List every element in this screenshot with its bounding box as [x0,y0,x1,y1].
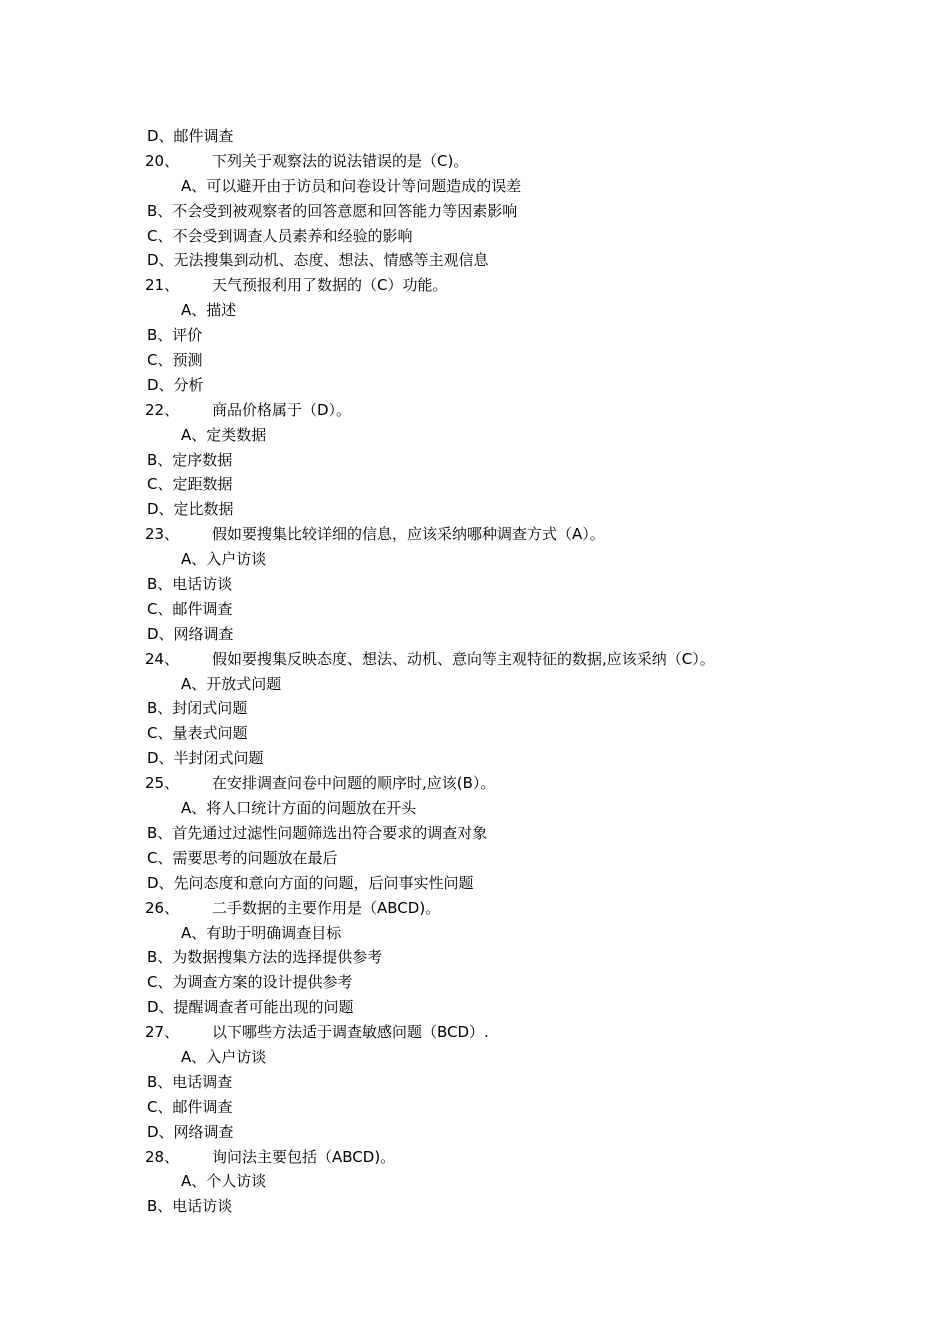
option-line [0,124,950,149]
question-number: 25、 [145,774,180,793]
option-text: D、网络调查 [147,1122,234,1141]
option-text: D、邮件调查 [147,127,234,145]
option-text: C、邮件调查 [147,1097,233,1116]
question-number: 28、 [145,1147,180,1166]
option-text: C、预测 [147,351,203,370]
option-text: A、描述 [181,301,237,320]
question-number: 21、 [145,276,180,295]
question-text: 下列关于观察法的说法错误的是（C)。 [212,151,469,170]
option-line [0,970,950,995]
question-number: 20、 [145,151,180,170]
option-text: A、定类数据 [181,425,267,444]
option-text: B、电话调查 [147,1072,233,1091]
option-text: B、定序数据 [147,450,233,469]
option-line [0,472,950,497]
option-line [0,1120,950,1145]
option-text: C、定距数据 [147,475,233,494]
option-text: C、为调查方案的设计提供参考 [147,973,353,992]
option-line [0,796,950,821]
option-text: A、有助于明确调查目标 [181,923,342,942]
option-line [0,921,950,946]
option-line [0,199,950,224]
question-text: 商品价格属于（D）。 [212,400,352,419]
option-text: D、半封闭式问题 [147,749,264,768]
document-body [0,124,950,1219]
option-text: D、先问态度和意向方面的问题，后问事实性问题 [147,873,474,892]
option-text: A、开放式问题 [181,674,282,693]
question-line [0,522,950,547]
question-text: 假如要搜集反映态度、想法、动机、意向等主观特征的数据,应该采纳（C）。 [212,649,715,668]
question-text: 在安排调查问卷中问题的顺序时,应该(B）。 [212,774,496,793]
option-text: B、不会受到被观察者的回答意愿和回答能力等因素影响 [147,201,518,220]
question-text: 天气预报利用了数据的（C）功能。 [212,276,448,295]
question-number: 24、 [145,649,180,668]
option-text: B、首先通过过滤性问题筛选出符合要求的调查对象 [147,823,488,842]
option-text: D、提醒调查者可能出现的问题 [147,998,354,1017]
question-number: 22、 [145,400,180,419]
option-text: A、入户访谈 [181,550,267,569]
option-line [0,622,950,647]
option-line [0,1070,950,1095]
option-line [0,497,950,522]
question-line [0,1145,950,1170]
question-text: 以下哪些方法适于调查敏感问题（BCD）. [212,1023,489,1042]
option-line [0,423,950,448]
question-line [0,771,950,796]
question-line [0,647,950,672]
option-line [0,373,950,398]
option-line [0,1169,950,1194]
option-line [0,871,950,896]
option-line [0,696,950,721]
option-line [0,1045,950,1070]
option-line [0,572,950,597]
option-text: D、网络调查 [147,624,234,643]
option-text: D、分析 [147,375,204,394]
option-text: B、封闭式问题 [147,699,248,718]
question-text: 二手数据的主要作用是（ABCD)。 [212,898,441,917]
option-line [0,323,950,348]
question-line [0,149,950,174]
option-line [0,547,950,572]
option-line [0,348,950,373]
option-line [0,945,950,970]
option-line [0,298,950,323]
option-text: B、为数据搜集方法的选择提供参考 [147,948,383,967]
question-line [0,398,950,423]
option-line [0,821,950,846]
question-text: 询问法主要包括（ABCD)。 [212,1147,396,1166]
question-line [0,273,950,298]
option-line [0,1194,950,1219]
option-text: C、需要思考的问题放在最后 [147,848,338,867]
option-text: C、邮件调查 [147,599,233,618]
option-text: A、个人访谈 [181,1172,267,1191]
option-text: B、评价 [147,326,203,345]
option-line [0,746,950,771]
option-text: C、量表式问题 [147,724,248,743]
option-line [0,174,950,199]
option-text: D、定比数据 [147,500,234,519]
question-text: 假如要搜集比较详细的信息，应该采纳哪种调查方式（A）。 [212,525,605,544]
option-line [0,224,950,249]
option-text: C、不会受到调查人员素养和经验的影响 [147,226,413,245]
question-number: 27、 [145,1023,180,1042]
option-line [0,846,950,871]
question-number: 23、 [145,525,180,544]
option-line [0,721,950,746]
question-number: 26、 [145,898,180,917]
option-text: D、无法搜集到动机、态度、想法、情感等主观信息 [147,251,489,270]
option-line [0,448,950,473]
option-text: A、将人口统计方面的问题放在开头 [181,799,417,818]
option-text: A、可以避开由于访员和问卷设计等问题造成的误差 [181,176,522,195]
option-line [0,248,950,273]
option-line [0,1095,950,1120]
option-text: B、电话访谈 [147,575,233,594]
option-text: B、电话访谈 [147,1197,233,1216]
option-line [0,597,950,622]
question-line [0,896,950,921]
option-text: A、入户访谈 [181,1047,267,1066]
option-line [0,995,950,1020]
question-line [0,1020,950,1045]
option-line [0,672,950,697]
